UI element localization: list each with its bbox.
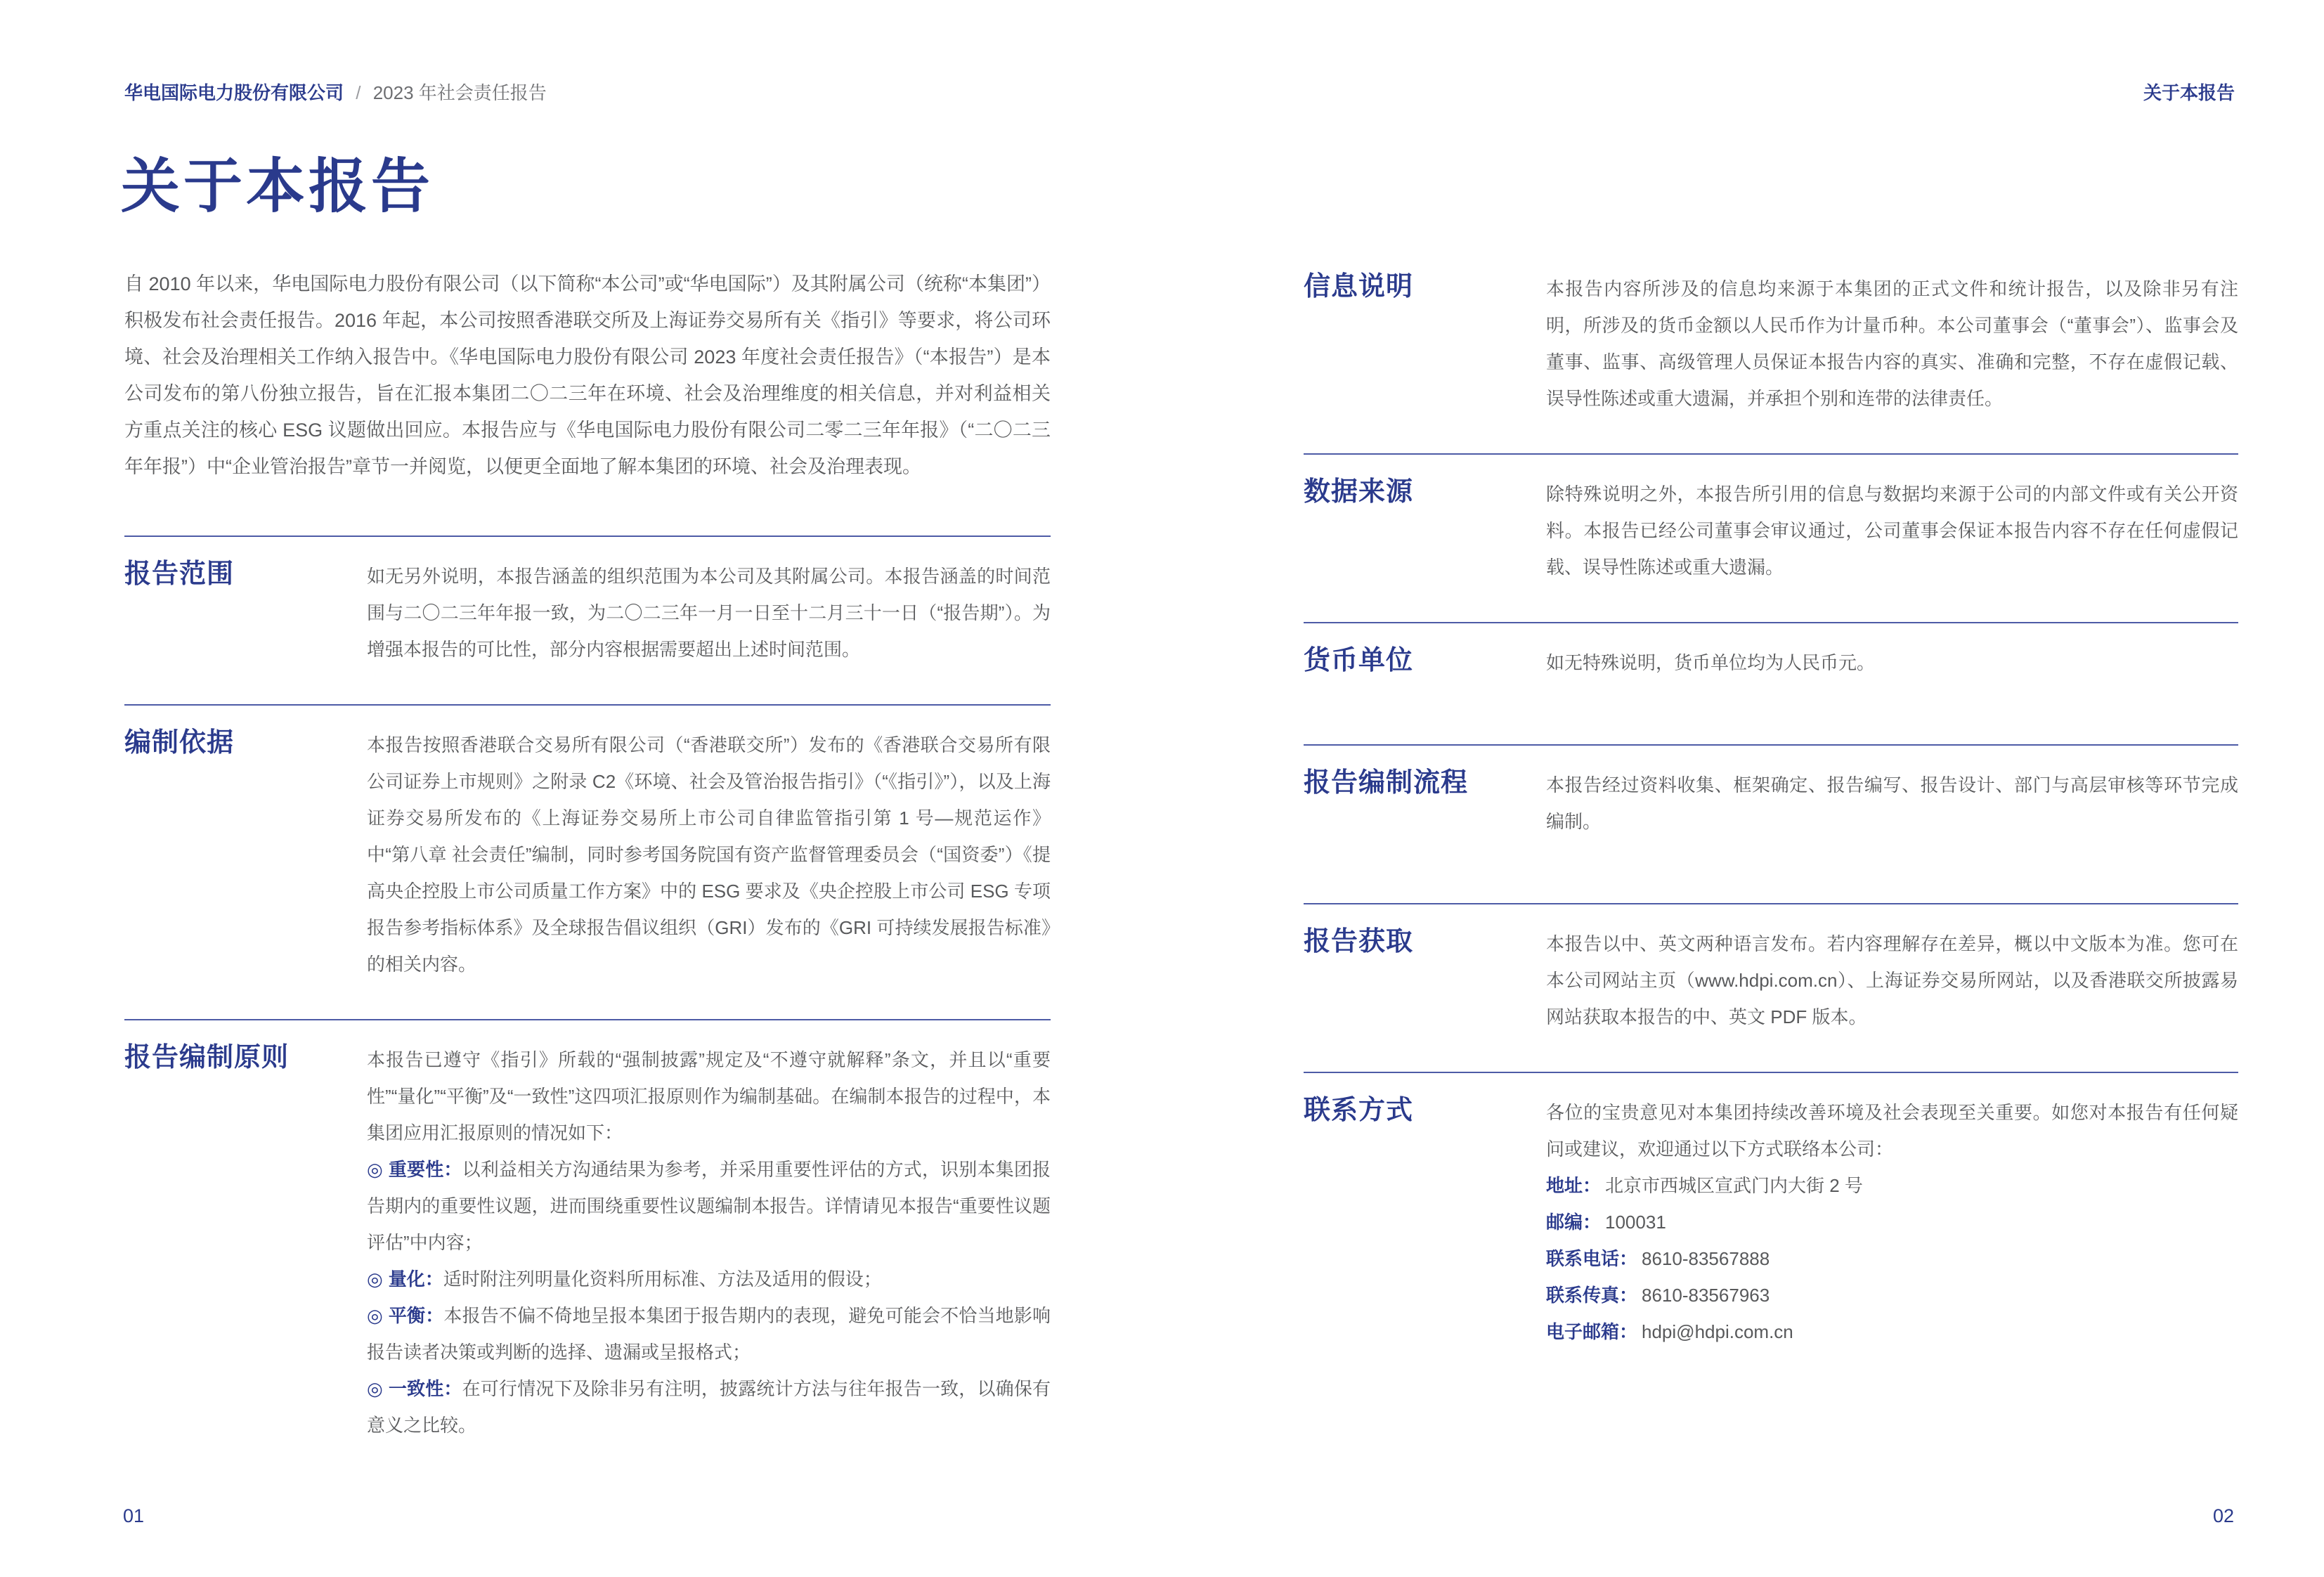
section-heading: 数据来源	[1304, 477, 1414, 507]
page-title: 关于本报告	[121, 153, 434, 219]
contact-value: 8610-83567963	[1642, 1285, 1770, 1306]
section-heading: 信息说明	[1304, 272, 1414, 301]
report-name: 2023 年社会责任报告	[372, 82, 547, 103]
section-heading: 联系方式	[1304, 1096, 1414, 1125]
right-column	[1304, 271, 2238, 1350]
principle-label: 一致性：	[388, 1378, 462, 1399]
section-contact-information	[1304, 1072, 2238, 1350]
principles-intro: 本报告已遵守《指引》所载的“强制披露”规定及“不遵守就解释”条文，并且以“重要性”“量化”“平衡”及“一致性”这四项汇报原则作为编制基础。在编制本报告的过程中，本集团应用汇报原则的情况如下：	[367, 1049, 1051, 1143]
section-currency-unit	[1304, 622, 2238, 744]
company-name: 华电国际电力股份有限公司	[124, 82, 344, 103]
section-preparation-process	[1304, 744, 2238, 903]
principle-text: 适时附注列明量化资料所用标准、方法及适用的假设；	[443, 1268, 882, 1290]
principle-item-balance	[367, 1297, 1051, 1370]
section-reporting-principles	[124, 1019, 1051, 1443]
section-body: 如无另外说明，本报告涵盖的组织范围为本公司及其附属公司。本报告涵盖的时间范围与二〇二三年年报一致，为二〇二三年一月一日至十二月三十一日（“报告期”）。为增强本报告的可比性，部分内容根据需要超出上述时间范围。	[367, 566, 1051, 660]
left-column	[124, 536, 1051, 1443]
principle-text: 本报告不偏不倚地呈报本集团于报告期内的表现，避免可能会不恰当地影响报告读者决策或判断的选择、遗漏或呈报格式；	[367, 1305, 1051, 1363]
contact-label: 邮编：	[1546, 1212, 1602, 1233]
contact-email	[1546, 1313, 2238, 1350]
contact-intro: 各位的宝贵意见对本集团持续改善环境及社会表现至关重要。如您对本报告有任何疑问或建议，欢迎通过以下方式联络本公司：	[1546, 1102, 2238, 1160]
section-heading: 报告编制原则	[124, 1043, 290, 1072]
principle-label: 量化：	[388, 1268, 443, 1290]
contact-value: 8610-83567888	[1642, 1248, 1770, 1269]
bullet-icon: ◎	[367, 1159, 383, 1180]
principle-item-materiality	[367, 1151, 1051, 1261]
principle-item-consistency	[367, 1370, 1051, 1443]
running-header-left	[124, 79, 547, 105]
page-number-right: 02	[2212, 1505, 2234, 1526]
contact-value: hdpi@hdpi.com.cn	[1642, 1321, 1793, 1342]
contact-value: 北京市西城区宣武门内大街 2 号	[1605, 1175, 1863, 1196]
contact-postcode	[1546, 1204, 2238, 1240]
section-body: 本报告经过资料收集、框架确定、报告编写、报告设计、部门与高层审核等环节完成编制。	[1546, 774, 2238, 832]
section-body: 如无特殊说明，货币单位均为人民币元。	[1546, 652, 1876, 673]
section-body: 本报告以中、英文两种语言发布。若内容理解存在差异，概以中文版本为准。您可在本公司网站主页（www.hdpi.com.cn）、上海证券交易所网站，以及香港联交所披露易网站获取本报告的中、英文 PDF 版本。	[1546, 933, 2238, 1027]
contact-address	[1546, 1167, 2238, 1204]
section-body	[367, 1041, 1051, 1443]
contact-value: 100031	[1605, 1212, 1666, 1233]
principle-item-quantitative	[367, 1261, 1051, 1297]
principle-text: 在可行情况下及除非另有注明，披露统计方法与往年报告一致，以确保有意义之比较。	[367, 1378, 1051, 1436]
contact-label: 地址：	[1546, 1175, 1602, 1196]
section-report-scope	[124, 536, 1051, 704]
running-header-section-label: 关于本报告	[2143, 82, 2235, 103]
bullet-icon: ◎	[367, 1378, 383, 1399]
section-heading: 报告获取	[1304, 927, 1414, 956]
section-heading: 货币单位	[1304, 646, 1414, 675]
principle-label: 平衡：	[388, 1305, 444, 1326]
section-heading: 报告范围	[124, 559, 235, 589]
section-data-sources	[1304, 453, 2238, 622]
section-body	[1546, 1094, 2238, 1350]
bullet-icon: ◎	[367, 1305, 383, 1326]
intro-paragraph: 自 2010 年以来，华电国际电力股份有限公司（以下简称“本公司”或“华电国际”）及其附属公司（统称“本集团”）积极发布社会责任报告。2016 年起，本公司按照香港联交所及上海证券交易所有关《指引》等要求，将公司环境、社会及治理相关工作纳入报告中。《华电国际电力股份有限公司 2023 年度社会责任报告》（“本报告”）是本公司发布的第八份独立报告，旨在汇报本集团二〇二三年在环境、社会及治理维度的相关信息，并对利益相关方重点关注的核心 ESG 议题做出回应。本报告应与《华电国际电力股份有限公司二零二三年年报》（“二〇二三年年报”）中“企业管治报告”章节一并阅览，以便更全面地了解本集团的环境、社会及治理表现。	[124, 273, 1051, 477]
contact-phone	[1546, 1240, 2238, 1277]
contact-label: 联系电话：	[1546, 1248, 1638, 1269]
section-body: 本报告内容所涉及的信息均来源于本集团的正式文件和统计报告，以及除非另有注明，所涉及的货币金额以人民币作为计量币种。本公司董事会（“董事会”）、监事会及董事、监事、高级管理人员保证本报告内容的真实、准确和完整，不存在虚假记载、误导性陈述或重大遗漏，并承担个别和连带的法律责任。	[1546, 278, 2238, 409]
principle-text: 以利益相关方沟通结果为参考，并采用重要性评估的方式，识别本集团报告期内的重要性议题，进而围绕重要性议题编制本报告。详情请见本报告“重要性议题评估”中内容；	[367, 1159, 1051, 1253]
contact-label: 电子邮箱：	[1546, 1321, 1638, 1342]
contact-label: 联系传真：	[1546, 1285, 1638, 1306]
section-heading: 编制依据	[124, 728, 235, 758]
section-body: 除特殊说明之外，本报告所引用的信息与数据均来源于公司的内部文件或有关公开资料。本报告已经公司董事会审议通过，公司董事会保证本报告内容不存在任何虚假记载、误导性陈述或重大遗漏。	[1546, 484, 2238, 578]
section-information-statement	[1304, 271, 2238, 453]
section-body: 本报告按照香港联合交易所有限公司（“香港联交所”）发布的《香港联合交易所有限公司证券上市规则》之附录 C2《环境、社会及管治报告指引》（“《指引》”），以及上海证券交易所发布的《上海证券交易所上市公司自律监管指引第 1 号—规范运作》中“第八章 社会责任”编制，同时参考国务院国有资产监督管理委员会（“国资委”）《提高央企控股上市公司质量工作方案》中的 ESG 要求及《央企控股上市公司 ESG 专项报告参考指标体系》及全球报告倡议组织（GRI）发布的《GRI 可持续发展报告标准》的相关内容。	[367, 734, 1051, 975]
contact-fax	[1546, 1277, 2238, 1313]
section-heading: 报告编制流程	[1304, 768, 1469, 798]
page-number-left: 01	[123, 1505, 145, 1526]
section-report-access	[1304, 903, 2238, 1072]
section-preparation-basis	[124, 704, 1051, 1019]
bullet-icon: ◎	[367, 1268, 383, 1290]
principle-label: 重要性：	[388, 1159, 462, 1180]
header-divider: /	[356, 82, 361, 103]
